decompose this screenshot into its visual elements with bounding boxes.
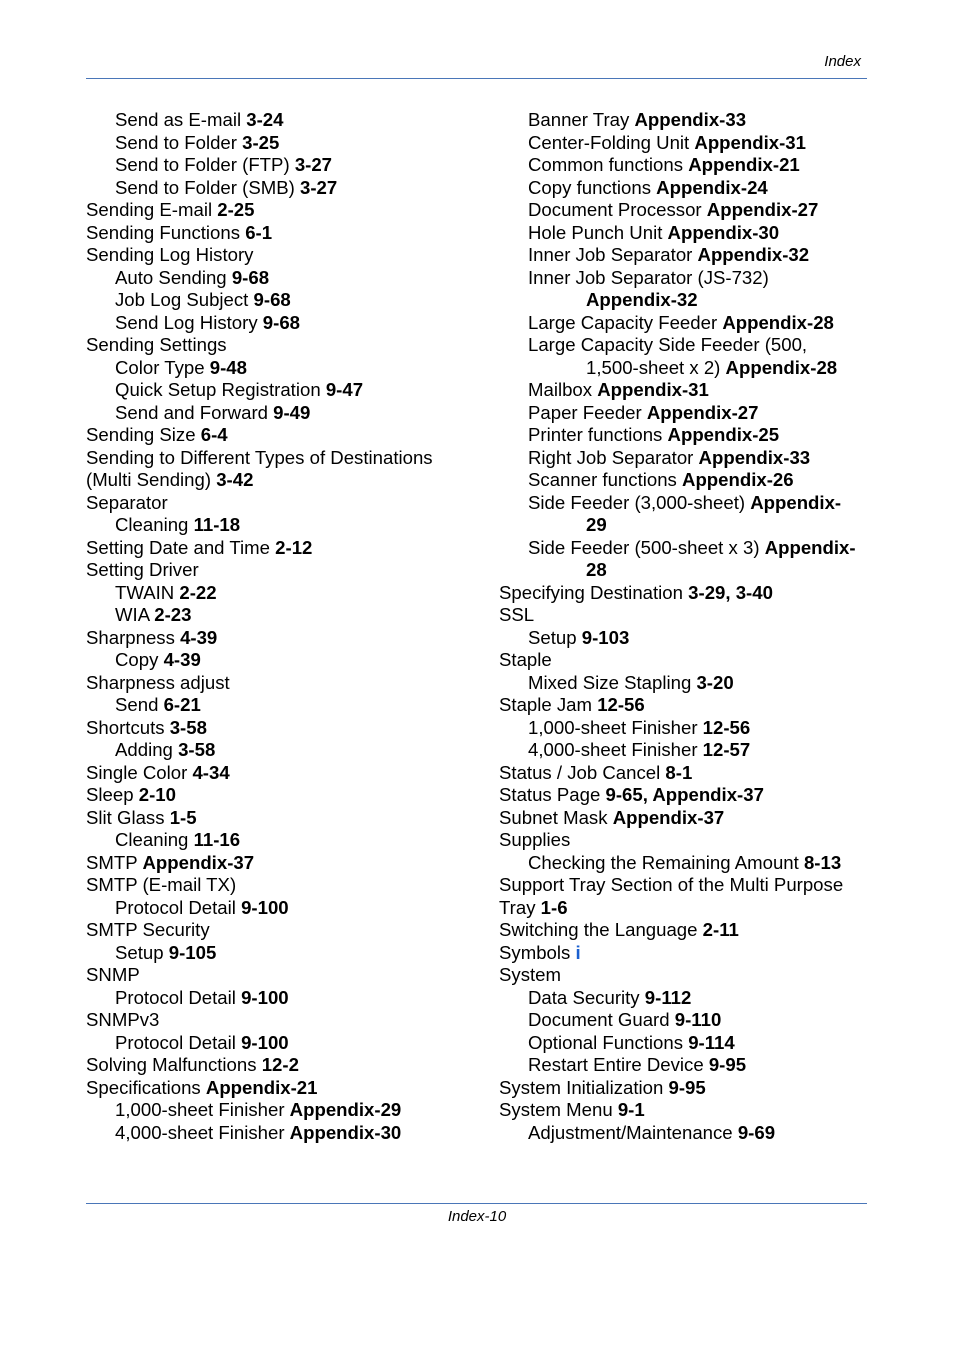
index-page-ref: 3-27	[299, 176, 338, 198]
index-entry	[86, 1009, 486, 1032]
index-entry-term: Document Processor	[528, 199, 707, 220]
index-page-ref: 9-48	[209, 356, 247, 378]
index-page-ref: Appendix-25	[667, 424, 780, 445]
index-entry-term: Quick Setup Registration	[115, 379, 326, 400]
index-page-ref: 9-100	[241, 1031, 289, 1053]
index-page-ref: Appendix-24	[656, 176, 768, 198]
index-entry-term: Sending Settings	[86, 334, 227, 355]
index-entry	[499, 289, 874, 312]
index-entry	[86, 649, 486, 672]
index-entry-term: Color Type	[115, 356, 210, 378]
index-entry	[499, 469, 874, 492]
index-page-ref: 9-114	[688, 1031, 735, 1053]
index-entry-term: Sharpness	[86, 626, 181, 648]
index-entry-term: Adding	[115, 739, 179, 760]
index-page-ref: 1-5	[169, 806, 197, 828]
index-page-ref: 11-18	[193, 514, 241, 535]
index-entry-term: Sending Log History	[86, 244, 254, 265]
index-entry	[86, 402, 486, 425]
index-entry-term: Banner Tray	[528, 109, 635, 130]
index-entry	[86, 312, 486, 335]
index-entry	[499, 447, 874, 470]
index-page-ref: 3-24	[246, 109, 284, 130]
index-entry	[499, 1077, 874, 1100]
index-entry	[499, 177, 874, 200]
index-entry-term: Mixed Size Stapling	[528, 671, 697, 693]
index-page-ref: 3-27	[294, 154, 333, 175]
index-entry-term: Inner Job Separator (JS-732)	[528, 266, 769, 288]
index-entry-term: Specifications	[86, 1076, 206, 1098]
index-page-ref: 9-105	[168, 941, 217, 963]
index-page-ref: 2-12	[275, 536, 313, 558]
index-entry	[86, 829, 486, 852]
index-entry-term: TWAIN	[115, 581, 180, 603]
page-number: Index-10	[447, 1208, 507, 1225]
index-entry-term: 1,000-sheet Finisher	[528, 716, 703, 738]
index-entry-term: Staple	[499, 649, 552, 670]
index-entry	[499, 762, 874, 785]
index-entry-term: Right Job Separator	[528, 446, 699, 468]
index-page-ref: 12-56	[702, 716, 751, 738]
index-entry-term: System Initialization	[499, 1076, 669, 1098]
index-page-ref: 12-2	[261, 1054, 299, 1075]
index-entry	[499, 132, 874, 155]
index-entry	[86, 154, 486, 177]
index-entry-term: Auto Sending	[115, 266, 232, 288]
index-page-ref: Appendix-28	[725, 356, 838, 378]
index-entry	[86, 1032, 486, 1055]
index-page-ref: 2-25	[217, 199, 255, 220]
index-entry-term: Scanner functions	[528, 469, 683, 490]
index-entry	[499, 874, 874, 897]
index-entry	[86, 1054, 486, 1077]
index-page-ref: Appendix-37	[142, 851, 255, 873]
index-entry	[86, 852, 486, 875]
index-entry-term: (Multi Sending)	[86, 469, 217, 490]
index-page-ref: 3-29, 3-40	[688, 581, 773, 603]
index-entry-term: Send to Folder (FTP)	[115, 154, 295, 175]
index-entry-term: System Menu	[499, 1099, 618, 1120]
index-entry-term: Sending Functions	[86, 221, 246, 243]
index-entry-term: Cleaning	[115, 514, 194, 535]
index-page-ref: 4-34	[192, 761, 230, 783]
index-entry-term: Sending E-mail	[86, 199, 218, 220]
index-entry	[86, 537, 486, 560]
index-entry-term: Support Tray Section of the Multi Purpose	[499, 874, 844, 895]
index-entry-term: Checking the Remaining Amount	[528, 851, 804, 873]
index-page-ref: 6-4	[200, 424, 228, 445]
index-page-ref: 3-58	[169, 716, 207, 738]
index-page-ref: 12-56	[597, 694, 645, 715]
index-entry	[499, 897, 874, 920]
index-entry	[86, 739, 486, 762]
index-entry	[499, 244, 874, 267]
index-entry-term: SSL	[499, 604, 535, 625]
index-entry	[86, 942, 486, 965]
index-entry-term: Sleep	[86, 784, 139, 805]
index-entry-term: Slit Glass	[86, 806, 170, 828]
index-entry	[499, 514, 874, 537]
index-entry	[86, 807, 486, 830]
index-entry	[86, 447, 486, 470]
index-entry	[499, 919, 874, 942]
index-entry	[499, 154, 874, 177]
index-page-ref: 1-6	[540, 896, 568, 918]
index-entry	[86, 559, 486, 582]
index-entry-term: Adjustment/Maintenance	[528, 1121, 738, 1143]
index-page-ref: 9-68	[253, 289, 291, 310]
index-page-ref: 11-16	[193, 829, 241, 850]
header-rule	[86, 78, 867, 79]
index-entry-term: 1,000-sheet Finisher	[115, 1099, 290, 1120]
index-entry-term: 4,000-sheet Finisher	[528, 739, 703, 760]
index-entry	[499, 672, 874, 695]
index-page-ref: Appendix-33	[634, 109, 747, 130]
index-entry-term: WIA	[115, 604, 155, 625]
index-page-ref: 2-23	[154, 604, 192, 625]
index-entry-term: Mailbox	[528, 379, 598, 400]
index-page-ref: Appendix-31	[694, 131, 806, 153]
index-page-ref: Appendix-21	[205, 1076, 318, 1098]
index-entry-term: Hole Punch Unit	[528, 221, 668, 243]
index-entry	[86, 1099, 486, 1122]
index-entry-term: Inner Job Separator	[528, 244, 698, 265]
index-entry-term: SMTP	[86, 851, 143, 873]
index-entry	[499, 379, 874, 402]
index-entry	[86, 469, 486, 492]
index-entry	[499, 537, 874, 560]
index-entry	[499, 334, 874, 357]
index-entry-term: Copy	[115, 649, 164, 670]
index-page-ref: 3-42	[216, 469, 254, 490]
index-entry	[86, 874, 486, 897]
index-entry-term: Sharpness adjust	[86, 671, 230, 693]
index-entry-term: SMTP (E-mail TX)	[86, 874, 237, 895]
index-entry-term: Specifying Destination	[499, 581, 689, 603]
index-entry-term: Data Security	[528, 986, 645, 1008]
index-entry-term: Tray	[499, 896, 541, 918]
index-page-ref: 29	[586, 514, 607, 535]
index-entry-term: Shortcuts	[86, 716, 170, 738]
index-entry	[499, 964, 874, 987]
index-page-link[interactable]: i	[575, 941, 581, 963]
index-entry	[499, 717, 874, 740]
index-entry	[499, 649, 874, 672]
index-entry	[499, 199, 874, 222]
index-entry	[86, 672, 486, 695]
index-page-ref: Appendix-32	[586, 289, 698, 310]
index-page-ref: 9-65, Appendix-37	[605, 784, 764, 805]
index-page-ref: 3-20	[696, 671, 734, 693]
index-entry	[86, 379, 486, 402]
index-page-ref: Appendix-	[764, 536, 856, 558]
index-entry	[86, 784, 486, 807]
index-page-ref: 3-58	[178, 739, 216, 760]
index-entry-term: Sending Size	[86, 424, 201, 445]
index-entry	[86, 582, 486, 605]
index-entry	[86, 627, 486, 650]
index-entry-term: 1,500-sheet x 2)	[586, 356, 726, 378]
index-entry	[86, 289, 486, 312]
index-entry	[86, 964, 486, 987]
index-entry-term: Send	[115, 694, 164, 715]
index-entry-term: Setup	[528, 626, 582, 648]
index-entry	[499, 784, 874, 807]
index-entry	[499, 492, 874, 515]
index-page-ref: Appendix-31	[597, 379, 709, 400]
index-entry	[499, 1054, 874, 1077]
index-entry	[86, 762, 486, 785]
index-page-ref: 8-13	[803, 851, 842, 873]
index-page-ref: 28	[586, 559, 607, 580]
index-entry	[499, 627, 874, 650]
index-page-ref: Appendix-32	[697, 244, 810, 265]
index-entry	[86, 199, 486, 222]
index-page-ref: 9-68	[231, 266, 270, 288]
index-entry-term: Setting Driver	[86, 559, 199, 580]
index-entry-term: Protocol Detail	[115, 1031, 242, 1053]
index-entry	[86, 244, 486, 267]
index-entry-term: Setting Date and Time	[86, 536, 276, 558]
index-entry-term: Send as E-mail	[115, 109, 247, 130]
index-entry	[86, 177, 486, 200]
index-entry	[86, 334, 486, 357]
index-entry-term: Status Page	[499, 784, 606, 805]
index-entry	[86, 514, 486, 537]
index-entry-term: Protocol Detail	[115, 896, 242, 918]
index-page-ref: 4-39	[180, 626, 218, 648]
index-entry	[86, 1077, 486, 1100]
index-entry	[86, 604, 486, 627]
index-page-ref: 9-100	[241, 896, 289, 918]
index-entry	[499, 604, 874, 627]
index-page-ref: 9-47	[325, 379, 364, 400]
index-entry	[499, 109, 874, 132]
index-entry	[499, 424, 874, 447]
index-page-ref: Appendix-27	[646, 401, 759, 423]
index-page-ref: Appendix-21	[688, 154, 800, 175]
index-entry	[86, 492, 486, 515]
index-entry	[86, 717, 486, 740]
index-page-ref: 9-68	[262, 311, 301, 333]
index-entry-term: Copy functions	[528, 176, 657, 198]
index-entry	[499, 942, 874, 965]
index-entry	[499, 559, 874, 582]
index-page-ref: 2-11	[702, 919, 739, 940]
index-entry	[499, 1099, 874, 1122]
index-entry-term: Staple Jam	[499, 694, 598, 715]
index-entry-term: Status / Job Cancel	[499, 761, 666, 783]
index-entry-term: Paper Feeder	[528, 401, 647, 423]
index-entry-term: Setup	[115, 941, 169, 963]
index-entry	[86, 357, 486, 380]
index-entry-term: SNMPv3	[86, 1009, 160, 1030]
index-entry	[86, 897, 486, 920]
index-page-ref: Appendix-28	[722, 311, 834, 333]
index-entry	[499, 402, 874, 425]
index-page-ref: Appendix-29	[289, 1099, 402, 1120]
index-entry-term: System	[499, 964, 561, 985]
index-entry-term: Protocol Detail	[115, 986, 242, 1008]
index-page-ref: Appendix-30	[667, 221, 780, 243]
index-entry	[86, 109, 486, 132]
index-entry-term: Switching the Language	[499, 919, 703, 940]
index-entry-term: Center-Folding Unit	[528, 131, 695, 153]
index-entry	[499, 807, 874, 830]
index-page-ref: 2-22	[179, 581, 217, 603]
index-page-ref: 8-1	[665, 761, 693, 783]
index-page-ref: 9-103	[581, 626, 630, 648]
index-entry-term: Large Capacity Side Feeder (500,	[528, 334, 808, 355]
index-entry-term: Common functions	[528, 154, 689, 175]
index-entry	[499, 1122, 874, 1145]
index-entry-term: SNMP	[86, 964, 140, 985]
running-header: Index	[824, 53, 861, 70]
index-entry	[86, 267, 486, 290]
index-page-ref: 9-95	[708, 1054, 747, 1075]
index-page-ref: 2-10	[138, 784, 176, 805]
index-page-ref: 9-112	[644, 986, 692, 1008]
index-entry	[86, 132, 486, 155]
index-entry-term: Send to Folder	[115, 131, 243, 153]
index-entry	[499, 357, 874, 380]
index-entry-term: Symbols	[499, 941, 576, 963]
index-entry-term: Document Guard	[528, 1009, 675, 1030]
index-entry-term: Supplies	[499, 829, 571, 850]
index-entry-term: Large Capacity Feeder	[528, 311, 723, 333]
index-entry	[499, 222, 874, 245]
footer-rule	[86, 1203, 867, 1204]
index-entry	[499, 312, 874, 335]
index-entry	[499, 1032, 874, 1055]
index-page-ref: Appendix-	[750, 491, 842, 513]
index-page-ref: 4-39	[163, 649, 201, 670]
index-entry	[86, 222, 486, 245]
index-entry	[499, 582, 874, 605]
index-page-ref: 12-57	[702, 739, 751, 760]
index-column-left	[86, 109, 486, 1144]
index-entry-term: Solving Malfunctions	[86, 1054, 262, 1075]
index-entry	[499, 1009, 874, 1032]
index-column-right	[499, 109, 874, 1144]
index-entry-term: Restart Entire Device	[528, 1054, 709, 1075]
index-page-ref: 9-100	[241, 986, 289, 1008]
index-entry	[499, 829, 874, 852]
index-entry-term: Single Color	[86, 761, 193, 783]
index-page-ref: Appendix-33	[698, 446, 811, 468]
index-entry	[499, 267, 874, 290]
index-page-ref: Appendix-27	[706, 199, 819, 220]
index-entry-term: Sending to Different Types of Destinations	[86, 446, 433, 468]
index-entry	[499, 694, 874, 717]
index-page-ref: Appendix-37	[612, 806, 725, 828]
index-entry	[86, 1122, 486, 1145]
index-entry	[499, 739, 874, 762]
index-entry-term: Send and Forward	[115, 401, 274, 423]
index-entry-term: Send Log History	[115, 311, 263, 333]
index-entry	[499, 852, 874, 875]
index-entry-term: Side Feeder (500-sheet x 3)	[528, 536, 765, 558]
index-page-ref: 9-49	[273, 401, 311, 423]
index-entry	[86, 694, 486, 717]
index-page-ref: 9-110	[674, 1009, 722, 1030]
index-entry-term: Side Feeder (3,000-sheet)	[528, 491, 751, 513]
index-page-ref: 9-1	[617, 1099, 645, 1120]
index-page-ref: 9-69	[737, 1121, 776, 1143]
index-page-ref: Appendix-30	[289, 1121, 402, 1143]
index-entry-term: Send to Folder (SMB)	[115, 176, 300, 198]
index-entry-term: Job Log Subject	[115, 289, 254, 310]
index-page-ref: 9-95	[668, 1076, 706, 1098]
index-page-ref: 6-21	[163, 694, 201, 715]
index-page-ref: Appendix-26	[682, 469, 794, 490]
index-entry	[86, 919, 486, 942]
index-entry	[86, 987, 486, 1010]
index-page-ref: 3-25	[242, 131, 280, 153]
index-entry-term: SMTP Security	[86, 919, 210, 940]
index-entry	[86, 424, 486, 447]
index-entry-term: Separator	[86, 491, 168, 513]
index-entry-term: 4,000-sheet Finisher	[115, 1121, 290, 1143]
index-entry	[499, 987, 874, 1010]
index-entry-term: Subnet Mask	[499, 806, 613, 828]
index-entry-term: Printer functions	[528, 424, 668, 445]
index-page-ref: 6-1	[245, 221, 273, 243]
index-entry-term: Cleaning	[115, 829, 194, 850]
index-entry-term: Optional Functions	[528, 1031, 689, 1053]
